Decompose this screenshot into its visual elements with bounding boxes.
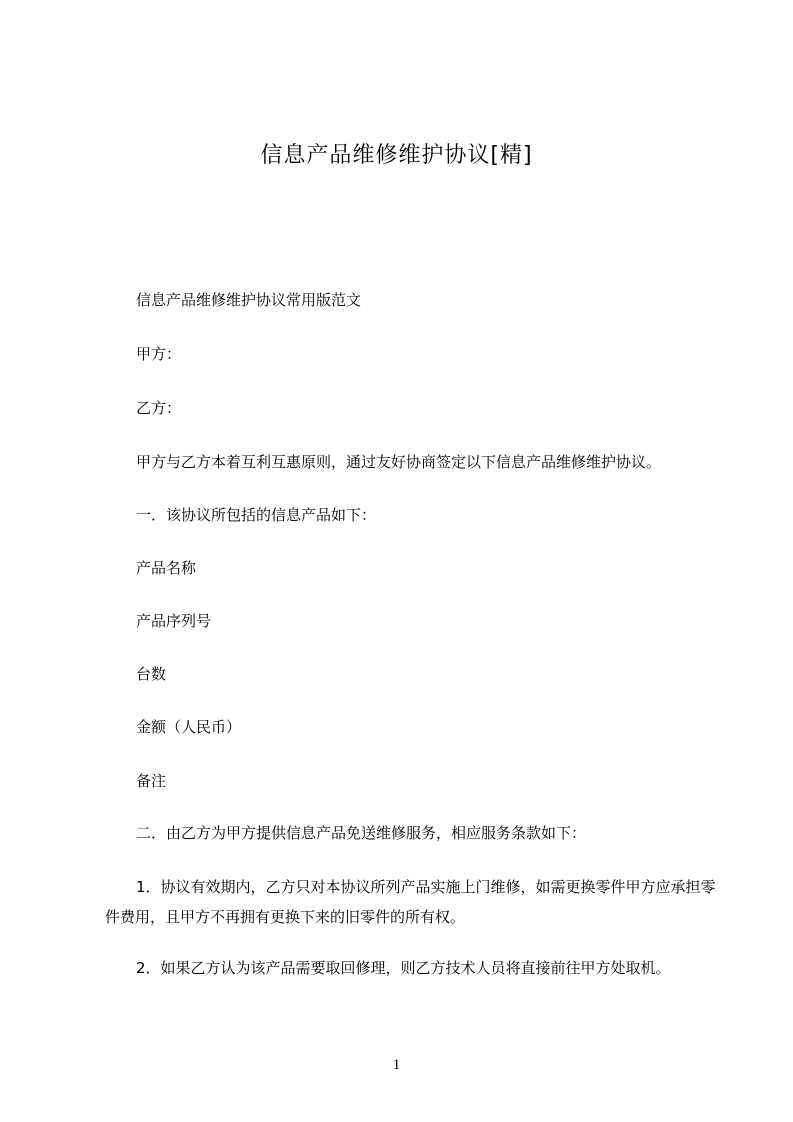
field-amount: 金额（人民币） — [136, 718, 242, 736]
field-product-name: 产品名称 — [136, 559, 197, 577]
clause-1-paragraph: 1．协议有效期内，乙方只对本协议所列产品实施上门维修，如需更换零件甲方应承担零件费用，且甲方不再拥有更换下来的旧零件的所有权。 — [105, 878, 716, 926]
section-2-heading: 二．由乙方为甲方提供信息产品免送维修服务，相应服务条款如下： — [136, 824, 587, 842]
clause-2-paragraph: 2．如果乙方认为该产品需要取回修理，则乙方技术人员将直接前往甲方处取机。 — [136, 959, 671, 977]
field-serial-number: 产品序列号 — [136, 612, 212, 630]
intro-paragraph: 甲方与乙方本着互利互惠原则，通过友好协商签定以下信息产品维修维护协议。 — [136, 453, 662, 471]
field-remarks: 备注 — [136, 772, 167, 790]
document-title: 信息产品维修维护协议[精] — [260, 143, 533, 168]
page-number: 1 — [392, 1057, 401, 1073]
document-subtitle: 信息产品维修维护协议常用版范文 — [136, 291, 362, 309]
party-b-label: 乙方： — [136, 399, 182, 417]
section-1-heading: 一．该协议所包括的信息产品如下： — [136, 506, 377, 524]
field-quantity: 台数 — [136, 665, 167, 683]
party-a-label: 甲方： — [136, 345, 182, 363]
